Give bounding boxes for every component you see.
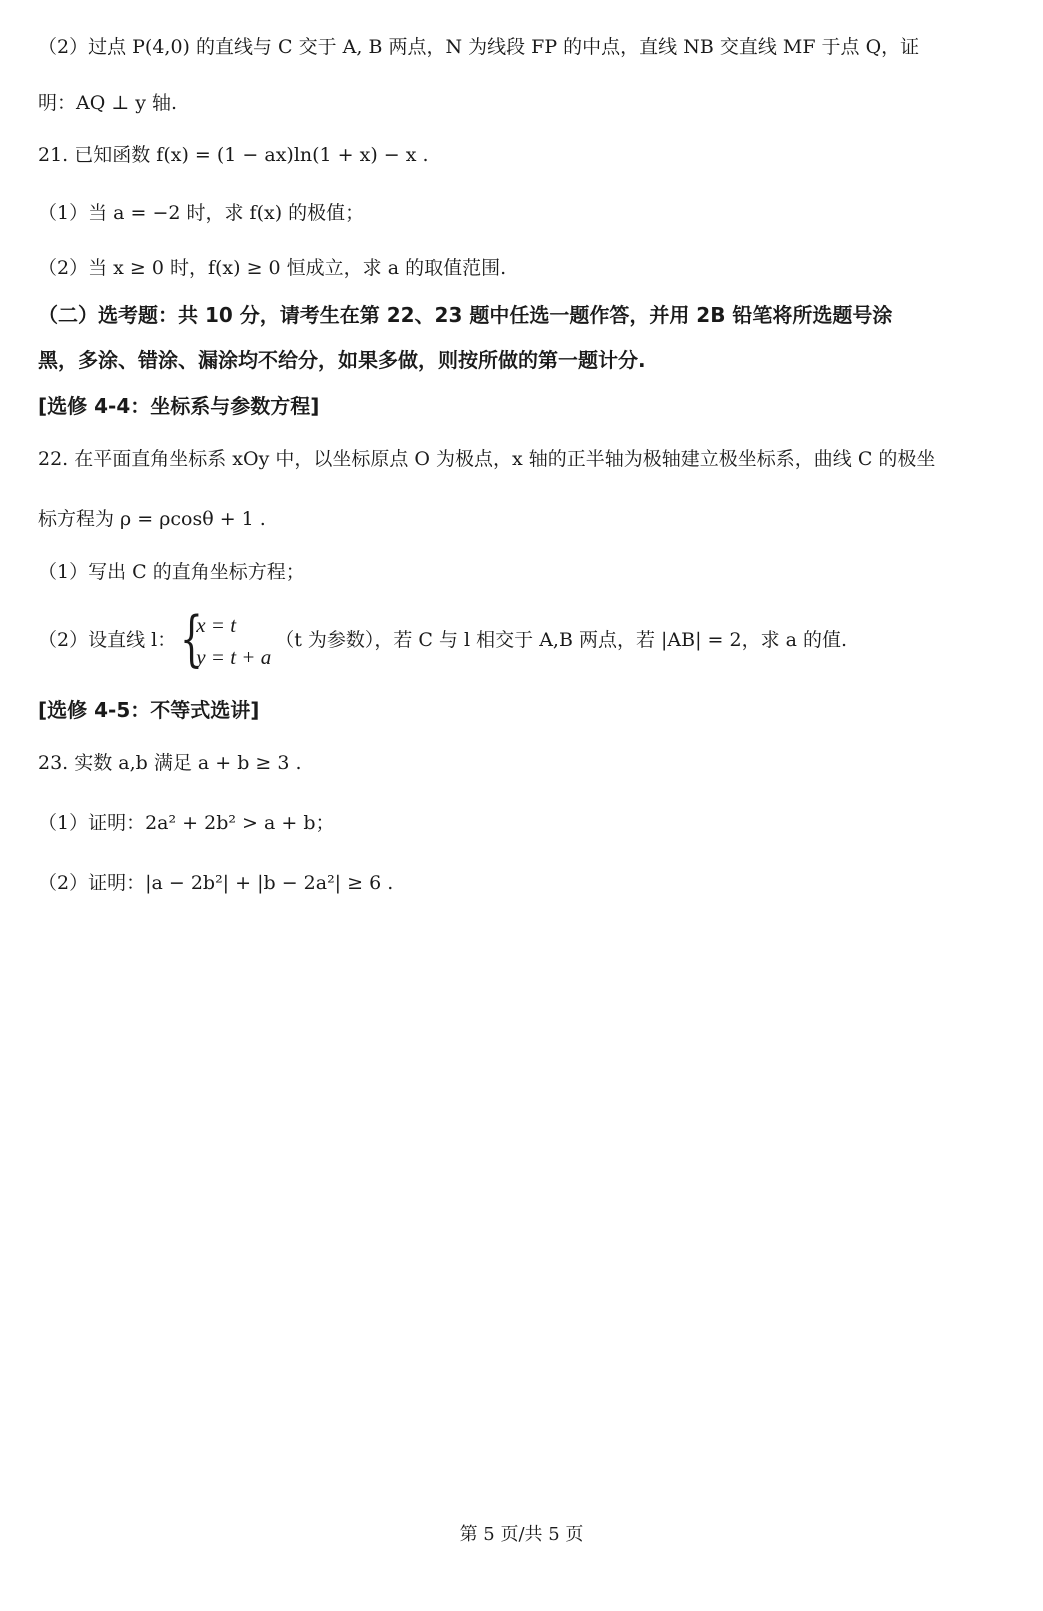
q20-part2-line1: （2）过点 P(4,0) 的直线与 C 交于 A, B 两点，N 为线段 FP 的中点，直线 NB 交直线 MF 于点 Q，证 [38, 36, 920, 58]
q21-part2: （2）当 x ≥ 0 时，f(x) ≥ 0 恒成立，求 a 的取值范围. [38, 257, 507, 279]
parametric-row-y: y = t + a [196, 645, 272, 669]
q23-stem: 23. 实数 a,b 满足 a + b ≥ 3 . [38, 752, 302, 774]
section-heading-4-4: [选修 4-4：坐标系与参数方程] [38, 394, 320, 418]
q23-part2: （2）证明：|a − 2b²| + |b − 2a²| ≥ 6 . [38, 872, 394, 894]
q22-part2-suffix: （t 为参数），若 C 与 l 相交于 A,B 两点，若 |AB| = 2，求 a 的值. [275, 629, 848, 651]
q21-part1: （1）当 a = −2 时，求 f(x) 的极值； [38, 202, 365, 224]
elective-instructions-line2: 黑，多涂、错涂、漏涂均不给分，如果多做，则按所做的第一题计分. [38, 348, 646, 372]
page-footer: 第 5 页/共 5 页 [459, 1524, 584, 1545]
q22-stem-line1: 22. 在平面直角坐标系 xOy 中，以坐标原点 O 为极点，x 轴的正半轴为极轴建立极坐标系，曲线 C 的极坐 [38, 448, 936, 470]
elective-instructions-line1: （二）选考题：共 10 分，请考生在第 22、23 题中任选一题作答，并用 2B 铅笔将所选题号涂 [38, 303, 893, 327]
q23-part1: （1）证明：2a² + 2b² > a + b； [38, 812, 335, 834]
q22-part2 [38, 604, 848, 674]
parametric-equation-system [180, 604, 272, 674]
left-brace-icon: { [180, 604, 204, 674]
q20-part2-line2: 明：AQ ⊥ y 轴. [38, 92, 178, 114]
q22-part1: （1）写出 C 的直角坐标方程； [38, 561, 305, 583]
q21-stem: 21. 已知函数 f(x) = (1 − ax)ln(1 + x) − x . [38, 144, 429, 166]
q22-part2-prefix: （2）设直线 l： [38, 629, 177, 651]
section-heading-4-5: [选修 4-5：不等式选讲] [38, 698, 260, 722]
parametric-row-x: x = t [196, 613, 237, 637]
q22-stem-line2: 标方程为 ρ = ρcosθ + 1 . [38, 508, 266, 530]
